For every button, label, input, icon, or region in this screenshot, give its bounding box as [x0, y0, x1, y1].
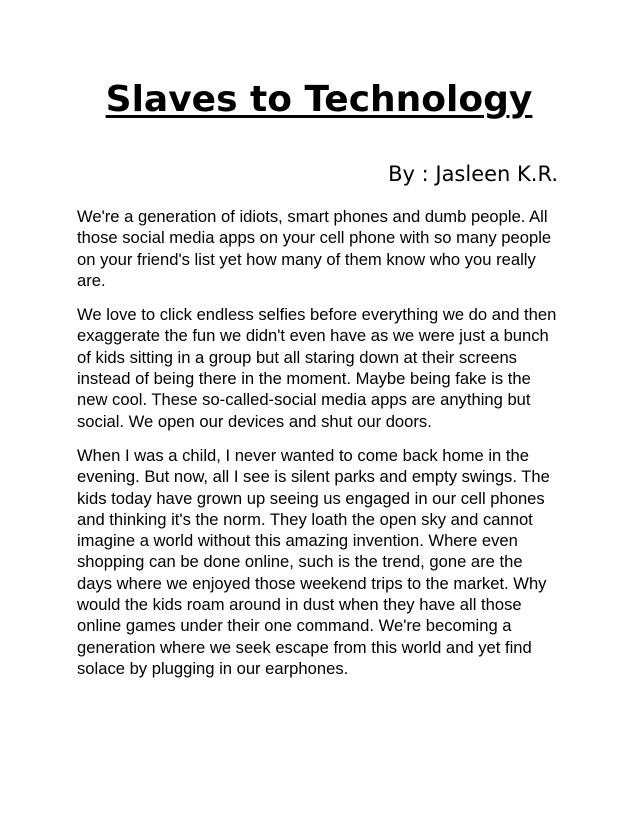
paragraph-2: We love to click endless selfies before everything we do and then exaggerate the fun we didn't even have as we were just a bunch of kids sitting in a group but all staring down at their screens instead of being there in the moment. Maybe being fake is the new cool. These so-called-social media apps are anything but social. We open our devices and shut our doors.: [77, 305, 557, 431]
title-text: Slaves to Technology: [105, 79, 533, 120]
paragraph-1: We're a generation of idiots, smart phones and dumb people. All those social media apps on your cell phone with so many people on your friend's list yet how many of them know who you really are.: [77, 207, 552, 290]
page-title: [0, 78, 638, 122]
author-byline: By : Jasleen K.R.: [388, 162, 558, 186]
paragraph-3: When I was a child, I never wanted to come back home in the evening. But now, all I see is silent parks and empty swings. The kids today have grown up seeing us engaged in our cell phones and thinking it's the norm. They loath the open sky and cannot imagine a world without this amazing invention. Where even shopping can be done online, such is the trend, gone are the days where we enjoyed those weekend trips to the market. Why would the kids roam around in dust when they have all those online games under their one command. We're becoming a generation where we seek escape from this world and yet find solace by plugging in our earphones.: [77, 445, 550, 678]
essay-body: [77, 206, 561, 692]
